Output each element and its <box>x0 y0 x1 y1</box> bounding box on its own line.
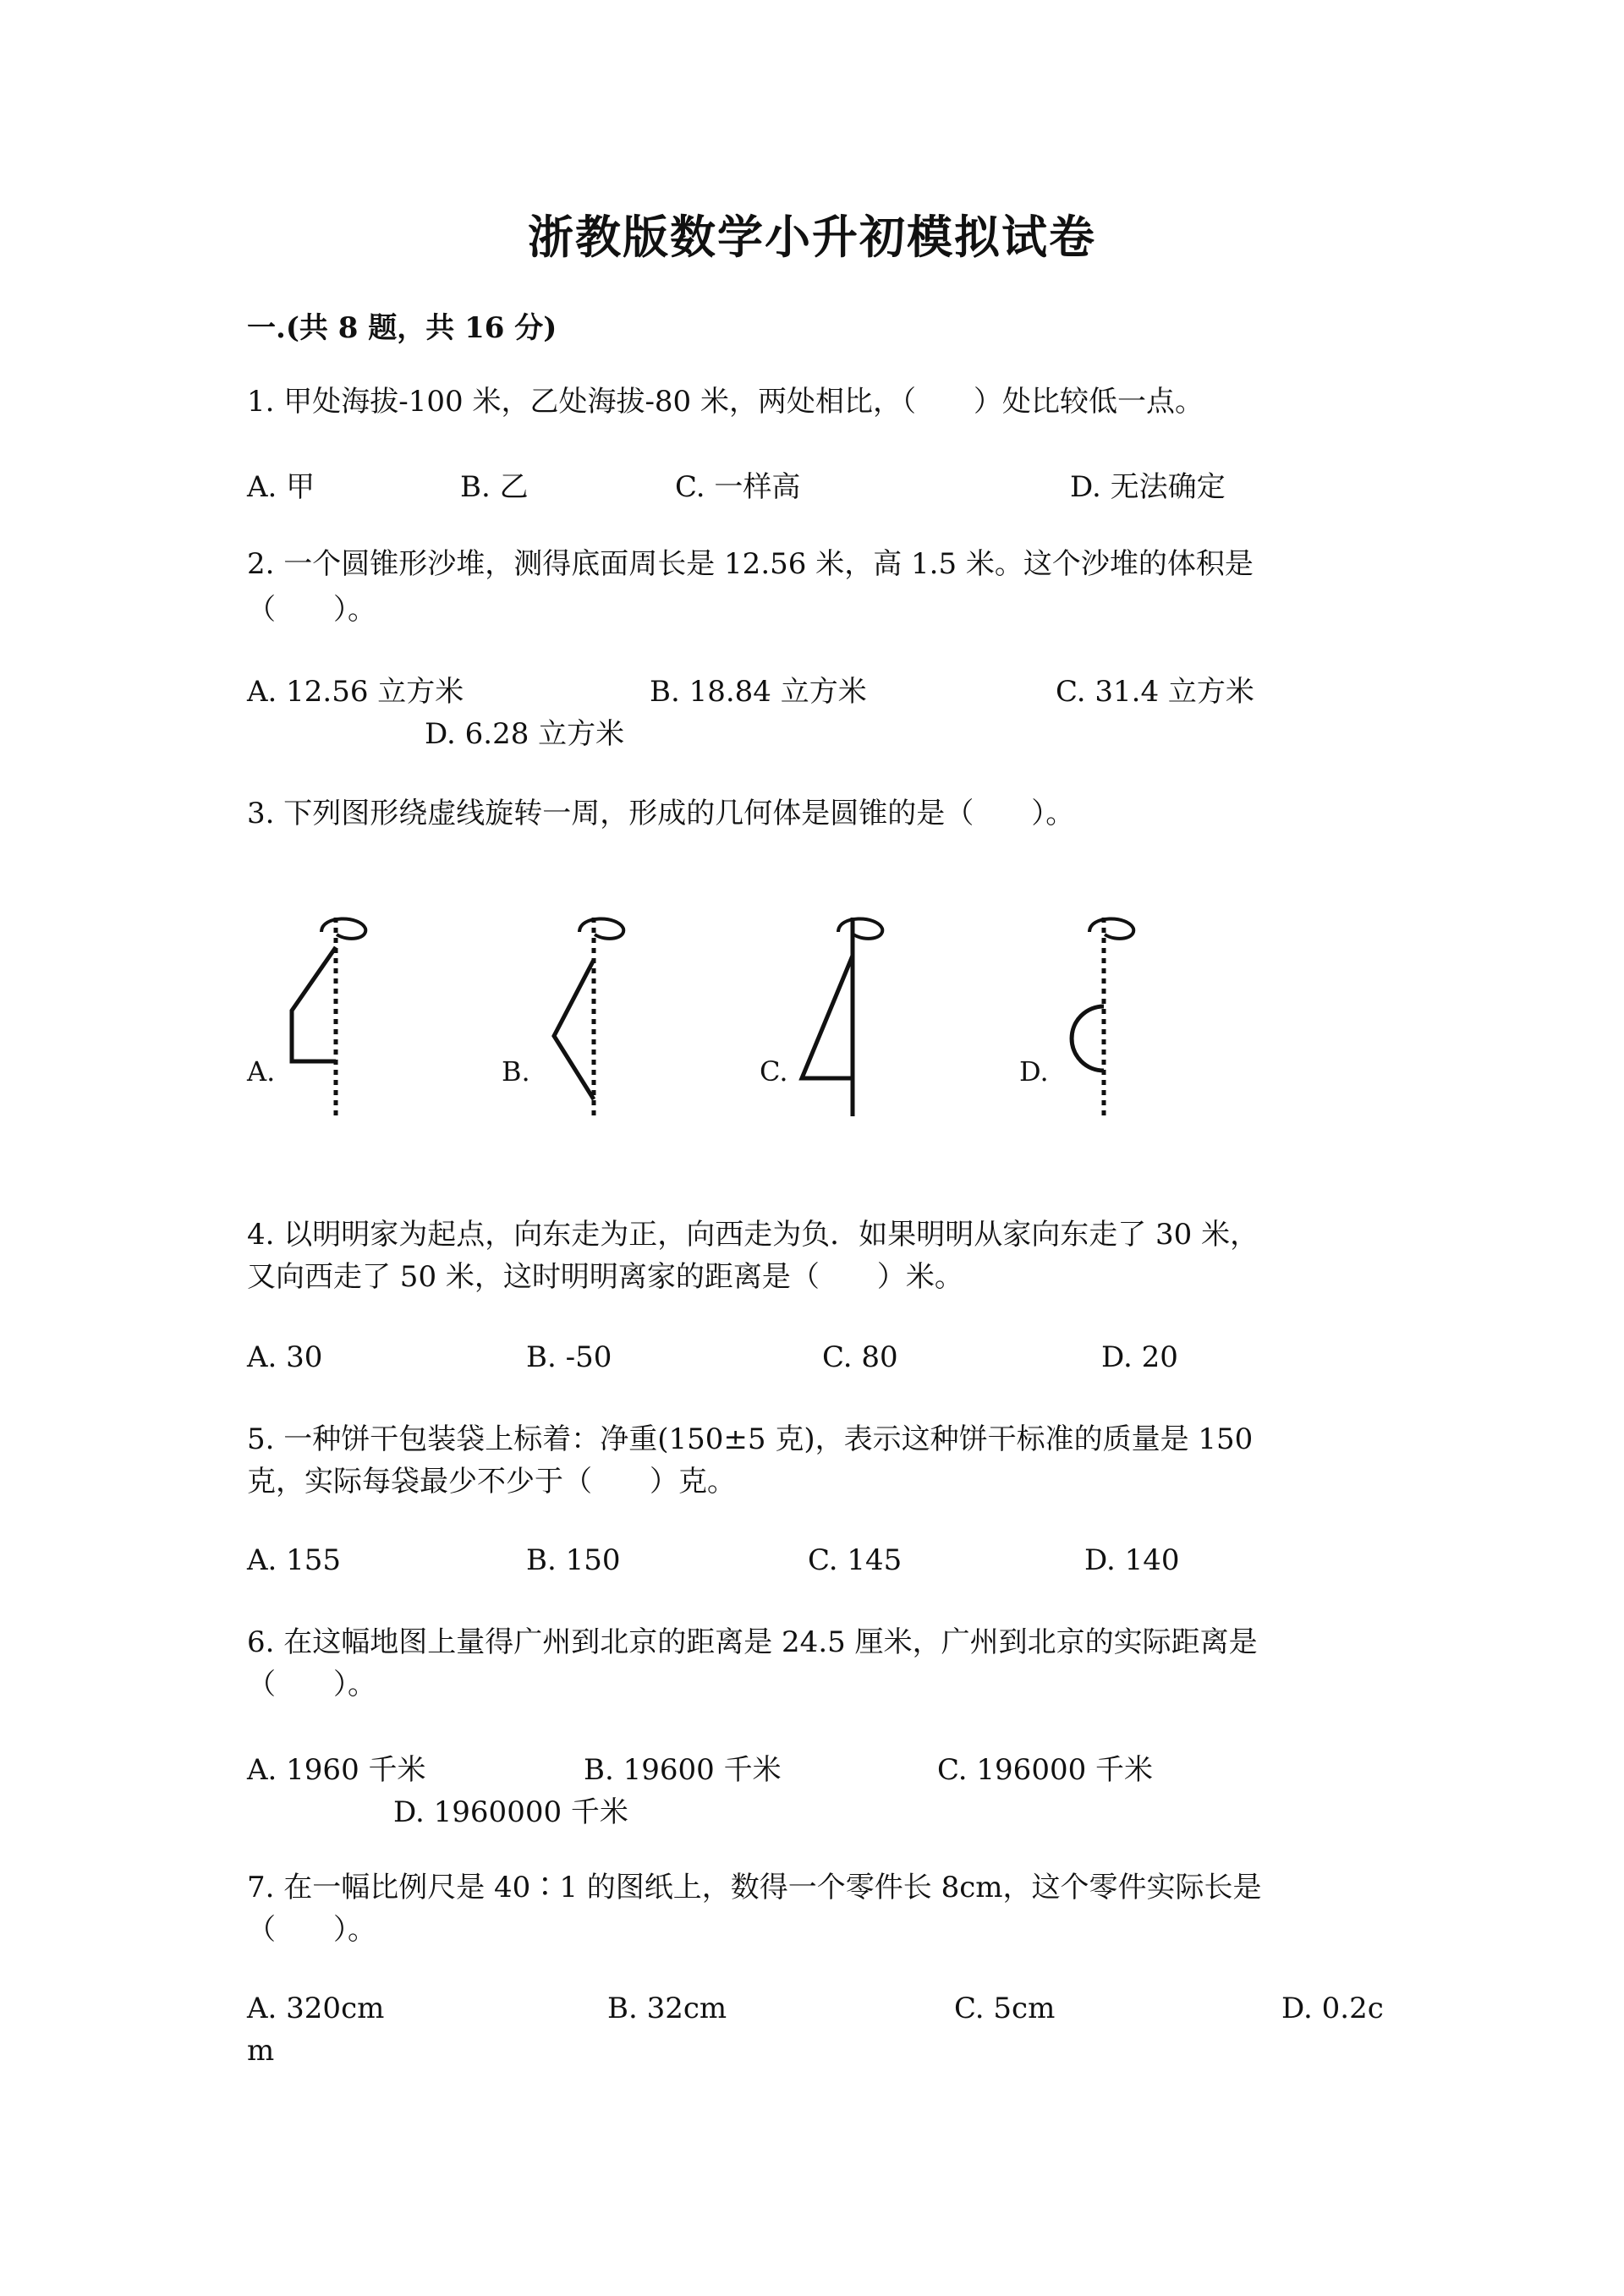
q7-option-d: D. 0.2c <box>1281 1992 1384 2025</box>
q4-option-d: D. 20 <box>1101 1340 1178 1374</box>
section-header: 一.(共 8 题，共 16 分) <box>247 311 557 345</box>
q4-option-b: B. -50 <box>526 1340 612 1374</box>
q5-option-c: C. 145 <box>808 1543 903 1577</box>
q2-option-d: D. 6.28 立方米 <box>425 717 625 751</box>
q6-option-a: A. 1960 千米 <box>247 1753 426 1787</box>
q2-option-a: A. 12.56 立方米 <box>247 675 464 709</box>
question-5-stem: 5. 一种饼干包装袋上标着：净重(150±5 克)，表示这种饼干标准的质量是 150 <box>247 1422 1254 1456</box>
q7-option-b: B. 32cm <box>607 1992 727 2025</box>
question-6-stem-cont: （ ）。 <box>247 1668 376 1701</box>
q7-option-d-wrap: m <box>247 2034 275 2068</box>
question-7-stem: 7. 在一幅比例尺是 40∶1 的图纸上，数得一个零件长 8cm，这个零件实际长是 <box>247 1871 1262 1904</box>
q5-option-a: A. 155 <box>247 1543 342 1577</box>
question-1-stem: 1. 甲处海拔-100 米，乙处海拔-80 米，两处相比，（ ）处比较低一点。 <box>247 385 1204 419</box>
q7-option-a: A. 320cm <box>247 1992 385 2025</box>
page-title: 浙教版数学小升初模拟试卷 <box>528 210 1096 264</box>
figure-d-shape <box>1072 918 1133 1116</box>
q3-option-c: C. <box>760 1055 788 1088</box>
question-4-stem: 4. 以明明家为起点，向东走为正，向西走为负．如果明明从家向东走了 30 米， <box>247 1218 1259 1252</box>
q1-option-a: A. 甲 <box>247 470 315 504</box>
q3-option-d: D. <box>1019 1055 1049 1088</box>
figure-a-shape <box>292 918 365 1116</box>
q3-option-b: B. <box>502 1055 530 1088</box>
question-7-stem-cont: （ ）。 <box>247 1913 376 1947</box>
figure-b-shape <box>554 918 623 1116</box>
q6-option-d: D. 1960000 千米 <box>393 1795 628 1829</box>
question-2-stem: 2. 一个圆锥形沙堆，测得底面周长是 12.56 米，高 1.5 米。这个沙堆的体积是 <box>247 547 1254 581</box>
q1-option-c: C. 一样高 <box>675 470 801 504</box>
q4-option-a: A. 30 <box>247 1340 323 1374</box>
question-3-stem: 3. 下列图形绕虚线旋转一周，形成的几何体是圆锥的是（ ）。 <box>247 797 1075 830</box>
question-2-stem-cont: （ ）。 <box>247 593 376 627</box>
q2-option-c: C. 31.4 立方米 <box>1056 675 1254 709</box>
q1-option-d: D. 无法确定 <box>1070 470 1226 504</box>
q4-option-c: C. 80 <box>822 1340 898 1374</box>
question-6-stem: 6. 在这幅地图上量得广州到北京的距离是 24.5 厘米，广州到北京的实际距离是 <box>247 1625 1258 1659</box>
q2-option-b: B. 18.84 立方米 <box>650 675 867 709</box>
q3-option-a: A. <box>247 1055 276 1088</box>
q7-option-c: C. 5cm <box>954 1992 1056 2025</box>
q6-option-c: C. 196000 千米 <box>937 1753 1154 1787</box>
q1-option-b: B. 乙 <box>460 470 529 504</box>
q5-option-d: D. 140 <box>1084 1543 1180 1577</box>
question-4-stem-cont: 又向西走了 50 米，这时明明离家的距离是（ ）米。 <box>247 1260 963 1294</box>
q6-option-b: B. 19600 千米 <box>584 1753 782 1787</box>
q5-option-b: B. 150 <box>526 1543 621 1577</box>
question-5-stem-cont: 克，实际每袋最少不少于（ ）克。 <box>247 1465 736 1499</box>
figure-c-shape <box>802 918 882 1116</box>
